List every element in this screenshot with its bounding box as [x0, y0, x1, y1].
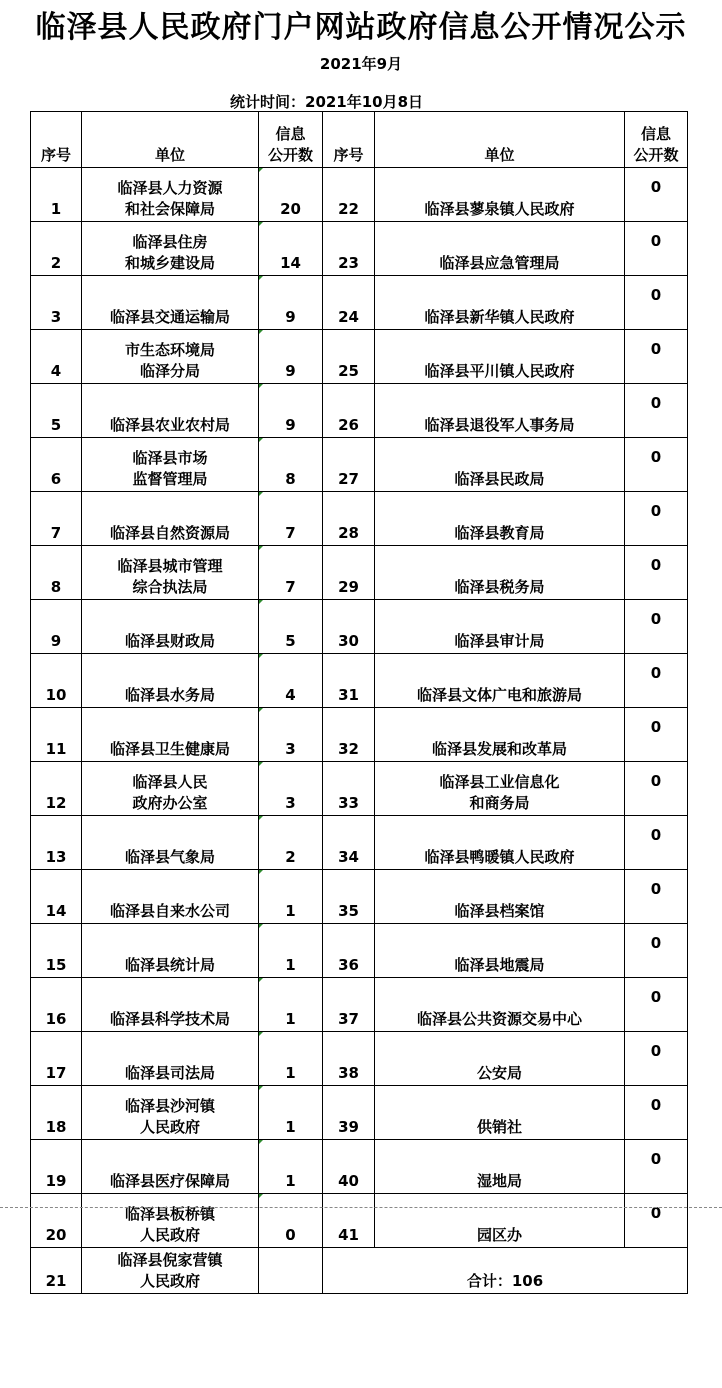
unit-cell [375, 1194, 625, 1248]
unit-name-line: 临泽县司法局 [124, 1064, 215, 1082]
table-row [31, 168, 688, 222]
unit-cell [375, 870, 625, 924]
statistics-time: 统计时间：2021年10月8日 [230, 93, 424, 111]
unit-name-line: 临泽县市场 [132, 449, 208, 467]
unit-cell [82, 546, 259, 600]
unit-cell [82, 1086, 259, 1140]
unit-cell [375, 276, 625, 330]
unit-name-line: 临泽县气象局 [124, 848, 215, 866]
seq-cell: 41 [323, 1194, 375, 1248]
unit-cell [375, 384, 625, 438]
table-row [31, 708, 688, 762]
count-cell: 2 [259, 816, 323, 870]
unit-name-line: 临泽县水务局 [124, 686, 215, 704]
unit-name-line: 临泽县应急管理局 [439, 254, 560, 272]
count-cell: 0 [625, 708, 688, 762]
unit-cell [375, 762, 625, 816]
disclosure-table [30, 111, 688, 1294]
count-cell: 7 [259, 546, 323, 600]
count-cell: 9 [259, 276, 323, 330]
unit-cell [82, 1194, 259, 1248]
table-row [31, 438, 688, 492]
unit-name-line: 临泽县农业农村局 [109, 416, 230, 434]
unit-name-line: 临泽县人民 [132, 773, 208, 791]
unit-cell [82, 762, 259, 816]
count-cell: 0 [625, 654, 688, 708]
seq-cell: 30 [323, 600, 375, 654]
unit-name-line: 临泽县医疗保障局 [109, 1172, 230, 1190]
unit-cell [82, 870, 259, 924]
unit-cell [82, 654, 259, 708]
seq-cell: 40 [323, 1140, 375, 1194]
unit-name-line: 临泽县倪家营镇 [117, 1251, 223, 1269]
unit-name-line: 和商务局 [469, 794, 530, 812]
unit-name-line: 临泽县交通运输局 [109, 308, 230, 326]
unit-name-line: 临泽县板桥镇 [124, 1205, 215, 1223]
count-cell: 1 [259, 978, 323, 1032]
unit-name-line: 临泽县城市管理 [117, 557, 223, 575]
seq-cell: 5 [31, 384, 82, 438]
seq-cell: 38 [323, 1032, 375, 1086]
header-count-line2: 公开数 [267, 146, 313, 164]
seq-cell: 1 [31, 168, 82, 222]
header-count-line1: 信息 [640, 125, 671, 143]
count-cell: 0 [625, 924, 688, 978]
count-cell: 0 [625, 978, 688, 1032]
seq-cell: 15 [31, 924, 82, 978]
unit-cell [375, 924, 625, 978]
seq-cell: 14 [31, 870, 82, 924]
count-cell: 0 [625, 384, 688, 438]
unit-cell [375, 1140, 625, 1194]
header-count-left [259, 112, 323, 168]
unit-cell [82, 492, 259, 546]
header-seq-right: 序号 [323, 112, 375, 168]
report-month: 2021年9月 [319, 55, 403, 73]
header-unit-right: 单位 [375, 112, 625, 168]
count-cell: 0 [625, 1194, 688, 1248]
unit-name-line: 临泽县住房 [132, 233, 208, 251]
seq-cell: 8 [31, 546, 82, 600]
count-cell: 0 [625, 168, 688, 222]
seq-cell: 39 [323, 1086, 375, 1140]
unit-name-line: 临泽县文体广电和旅游局 [416, 686, 582, 704]
seq-cell: 37 [323, 978, 375, 1032]
table-row [31, 1194, 688, 1248]
seq-cell: 32 [323, 708, 375, 762]
unit-name-line: 监督管理局 [132, 470, 208, 488]
unit-cell [375, 330, 625, 384]
seq-cell: 24 [323, 276, 375, 330]
count-cell: 0 [625, 762, 688, 816]
seq-cell: 33 [323, 762, 375, 816]
unit-name-line: 临泽县公共资源交易中心 [416, 1010, 582, 1028]
unit-cell [375, 708, 625, 762]
unit-name-line: 临泽分局 [139, 362, 200, 380]
unit-name-line: 园区办 [476, 1226, 522, 1244]
header-count-right [625, 112, 688, 168]
unit-cell [82, 330, 259, 384]
header-seq-left: 序号 [31, 112, 82, 168]
unit-name-line: 临泽县统计局 [124, 956, 215, 974]
count-cell: 0 [625, 870, 688, 924]
unit-cell [375, 600, 625, 654]
count-cell: 8 [259, 438, 323, 492]
unit-cell [375, 654, 625, 708]
unit-name-line: 政府办公室 [132, 794, 208, 812]
unit-name-line: 临泽县退役军人事务局 [424, 416, 575, 434]
table-row [31, 492, 688, 546]
count-cell: 1 [259, 1032, 323, 1086]
unit-name-line: 供销社 [476, 1118, 522, 1136]
seq-cell: 29 [323, 546, 375, 600]
count-cell: 0 [625, 222, 688, 276]
seq-cell: 11 [31, 708, 82, 762]
unit-cell [82, 276, 259, 330]
unit-cell [82, 168, 259, 222]
unit-name-line: 临泽县工业信息化 [439, 773, 560, 791]
table-header-row [31, 112, 688, 168]
unit-name-line: 湿地局 [476, 1172, 522, 1190]
unit-name-line: 市生态环境局 [124, 341, 215, 359]
unit-name-line: 临泽县发展和改革局 [431, 740, 567, 758]
seq-cell: 27 [323, 438, 375, 492]
seq-cell: 31 [323, 654, 375, 708]
count-cell: 3 [259, 708, 323, 762]
unit-cell [82, 222, 259, 276]
unit-name-line: 临泽县地震局 [454, 956, 545, 974]
count-cell: 0 [625, 1086, 688, 1140]
count-cell: 0 [625, 1032, 688, 1086]
unit-name-line: 和城乡建设局 [124, 254, 215, 272]
seq-cell: 17 [31, 1032, 82, 1086]
unit-cell [82, 384, 259, 438]
count-cell: 9 [259, 330, 323, 384]
unit-cell [375, 168, 625, 222]
count-cell: 3 [259, 762, 323, 816]
unit-cell [82, 438, 259, 492]
header-count-line2: 公开数 [633, 146, 679, 164]
seq-cell: 12 [31, 762, 82, 816]
seq-cell: 21 [31, 1248, 82, 1294]
table-row [31, 330, 688, 384]
unit-name-line: 临泽县教育局 [454, 524, 545, 542]
unit-cell [82, 816, 259, 870]
unit-name-line: 临泽县鸭暖镇人民政府 [424, 848, 575, 866]
unit-cell [82, 924, 259, 978]
unit-cell [375, 222, 625, 276]
unit-name-line: 临泽县税务局 [454, 578, 545, 596]
count-cell: 0 [625, 492, 688, 546]
count-cell: 0 [625, 1140, 688, 1194]
unit-cell [375, 816, 625, 870]
seq-cell: 2 [31, 222, 82, 276]
seq-cell: 25 [323, 330, 375, 384]
dashed-separator [0, 1207, 722, 1208]
seq-cell: 6 [31, 438, 82, 492]
count-cell: 0 [259, 1194, 323, 1248]
seq-cell: 10 [31, 654, 82, 708]
unit-name-line: 人民政府 [139, 1226, 200, 1244]
unit-cell [82, 1248, 259, 1294]
unit-name-line: 临泽县新华镇人民政府 [424, 308, 575, 326]
unit-name-line: 临泽县沙河镇 [124, 1097, 215, 1115]
count-cell: 9 [259, 384, 323, 438]
unit-name-line: 临泽县蓼泉镇人民政府 [424, 200, 575, 218]
seq-cell: 23 [323, 222, 375, 276]
table-row [31, 1032, 688, 1086]
table-row [31, 546, 688, 600]
table-row [31, 978, 688, 1032]
unit-name-line: 临泽县卫生健康局 [109, 740, 230, 758]
count-cell: 0 [625, 600, 688, 654]
count-cell: 1 [259, 1140, 323, 1194]
page-title: 临泽县人民政府门户网站政府信息公开情况公示 [35, 10, 687, 45]
count-cell: 14 [259, 222, 323, 276]
header-count-line1: 信息 [275, 125, 306, 143]
unit-cell [375, 546, 625, 600]
unit-name-line: 临泽县档案馆 [454, 902, 545, 920]
unit-name-line: 临泽县平川镇人民政府 [424, 362, 575, 380]
seq-cell: 35 [323, 870, 375, 924]
count-cell: 4 [259, 654, 323, 708]
table-row [31, 222, 688, 276]
count-cell: 7 [259, 492, 323, 546]
count-cell: 0 [625, 816, 688, 870]
seq-cell: 7 [31, 492, 82, 546]
unit-name-line: 临泽县科学技术局 [109, 1010, 230, 1028]
seq-cell: 3 [31, 276, 82, 330]
unit-name-line: 临泽县财政局 [124, 632, 215, 650]
unit-cell [82, 708, 259, 762]
unit-cell [375, 1086, 625, 1140]
unit-cell [82, 1140, 259, 1194]
table-row [31, 816, 688, 870]
table-row [31, 1248, 688, 1294]
count-cell: 1 [259, 870, 323, 924]
unit-cell [375, 1032, 625, 1086]
count-cell: 0 [625, 546, 688, 600]
table-body [31, 112, 688, 1294]
table-row [31, 762, 688, 816]
unit-cell [82, 978, 259, 1032]
unit-name-line: 临泽县人力资源 [117, 179, 223, 197]
unit-name-line: 临泽县自然资源局 [109, 524, 230, 542]
table-row [31, 384, 688, 438]
unit-name-line: 临泽县自来水公司 [109, 902, 230, 920]
count-cell: 5 [259, 600, 323, 654]
seq-cell: 9 [31, 600, 82, 654]
table-row [31, 1086, 688, 1140]
seq-cell: 28 [323, 492, 375, 546]
seq-cell: 20 [31, 1194, 82, 1248]
table-row [31, 654, 688, 708]
unit-name-line: 人民政府 [139, 1118, 200, 1136]
table-row [31, 870, 688, 924]
seq-cell: 36 [323, 924, 375, 978]
count-cell: 1 [259, 924, 323, 978]
table-row [31, 600, 688, 654]
unit-cell [82, 600, 259, 654]
seq-cell: 16 [31, 978, 82, 1032]
seq-cell: 4 [31, 330, 82, 384]
unit-name-line: 临泽县民政局 [454, 470, 545, 488]
unit-name-line: 临泽县审计局 [454, 632, 545, 650]
unit-cell [375, 438, 625, 492]
unit-cell [375, 978, 625, 1032]
seq-cell: 19 [31, 1140, 82, 1194]
unit-name-line: 公安局 [476, 1064, 522, 1082]
count-cell: 1 [259, 1086, 323, 1140]
total-cell: 合计：106 [323, 1248, 688, 1294]
unit-name-line: 和社会保障局 [124, 200, 215, 218]
count-cell [259, 1248, 323, 1294]
table-row [31, 276, 688, 330]
count-cell: 0 [625, 438, 688, 492]
unit-name-line: 综合执法局 [132, 578, 208, 596]
seq-cell: 26 [323, 384, 375, 438]
header-unit-left: 单位 [82, 112, 259, 168]
seq-cell: 34 [323, 816, 375, 870]
seq-cell: 18 [31, 1086, 82, 1140]
seq-cell: 13 [31, 816, 82, 870]
count-cell: 0 [625, 330, 688, 384]
count-cell: 0 [625, 276, 688, 330]
unit-name-line: 人民政府 [139, 1272, 200, 1290]
unit-cell [375, 492, 625, 546]
unit-cell [82, 1032, 259, 1086]
table-row [31, 1140, 688, 1194]
count-cell: 20 [259, 168, 323, 222]
table-row [31, 924, 688, 978]
seq-cell: 22 [323, 168, 375, 222]
